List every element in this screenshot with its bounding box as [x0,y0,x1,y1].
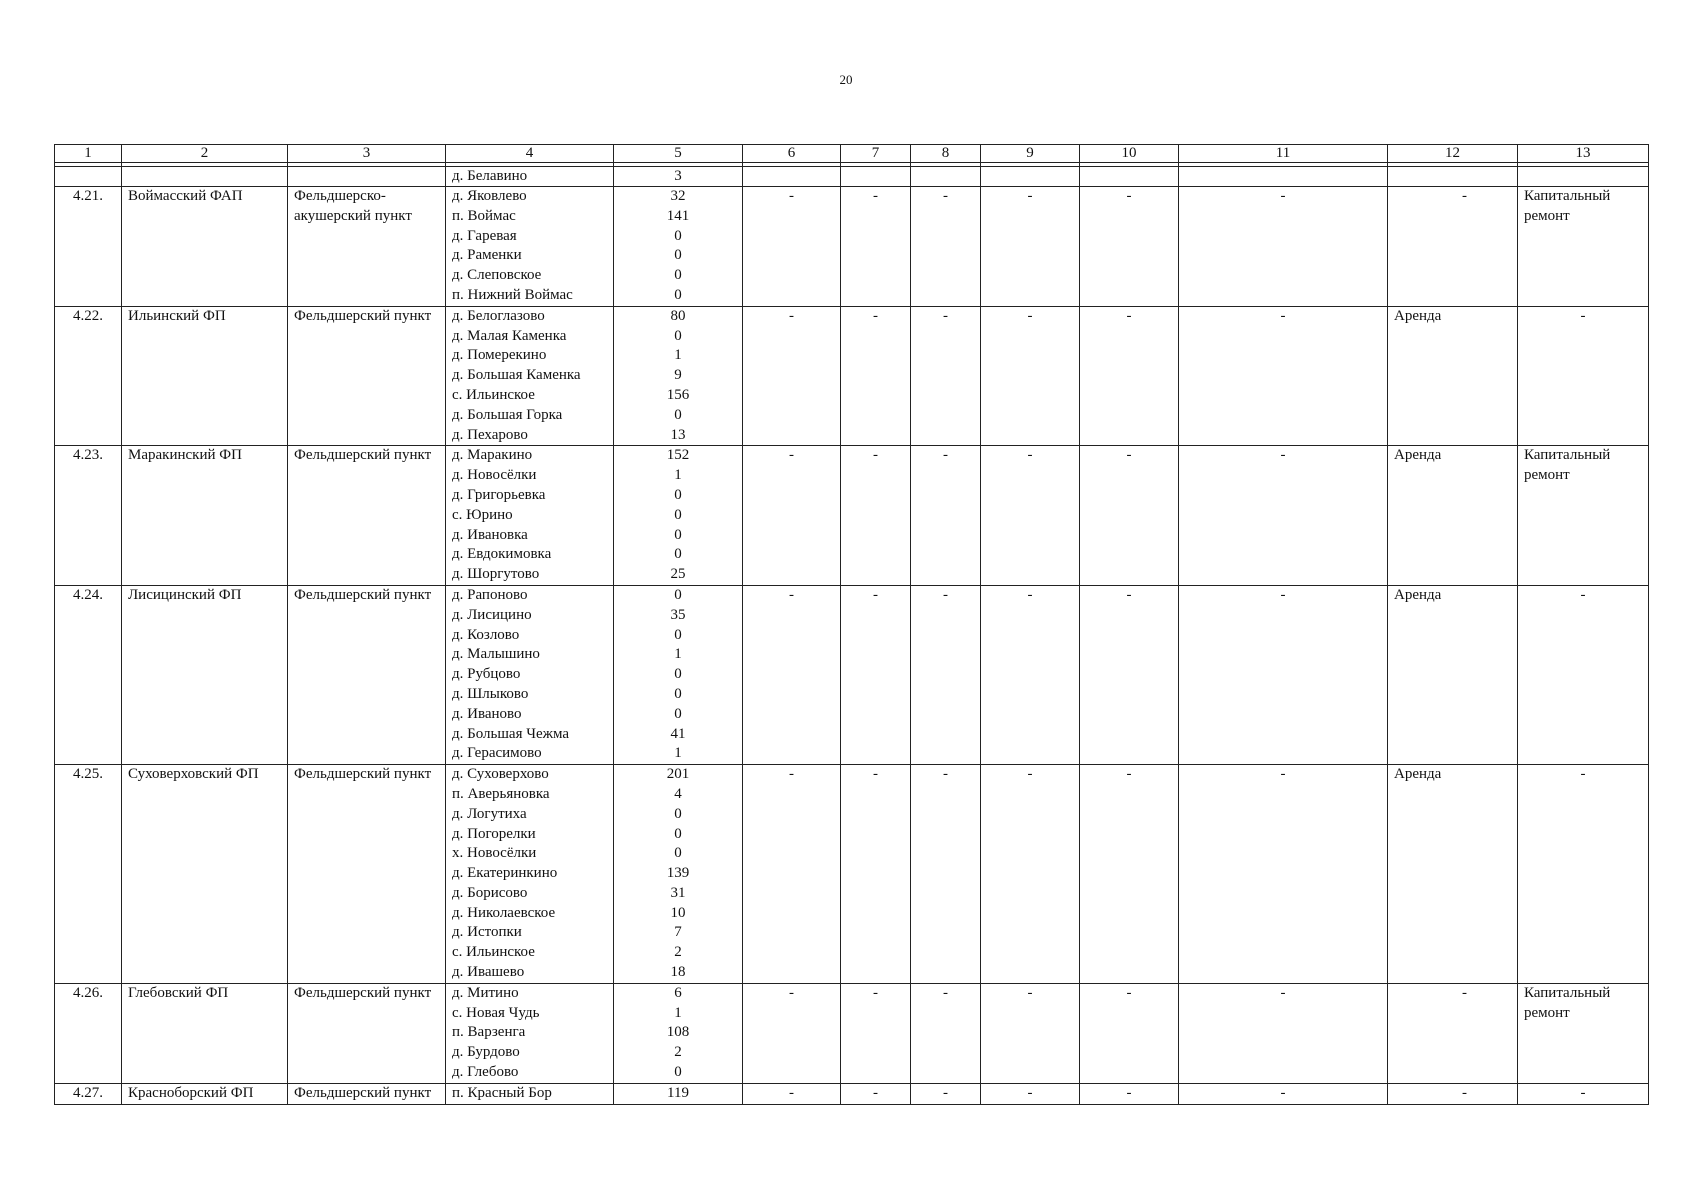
settlement-population: 2 [674,1044,682,1061]
settlement-population: 4 [674,785,682,802]
facility-row [55,765,1649,984]
status-col8: - [911,306,981,446]
settlement-name: д. Малая Каменка [452,327,567,344]
population-list [614,585,743,764]
repair-status: Капитальный ремонт [1518,446,1649,586]
status-col11: - [1179,1083,1388,1104]
repair-status: - [1518,765,1649,984]
column-header: 1 [55,145,122,163]
status-col7: - [841,585,911,764]
status-col9: - [981,983,1080,1083]
status-col6: - [743,187,841,307]
status-col8: - [911,765,981,984]
settlement-name: д. Погорелки [452,825,536,842]
status-col9: - [981,306,1080,446]
status-col9: - [981,585,1080,764]
status-col10: - [1080,765,1179,984]
settlement-name: д. Николаевское [452,904,556,921]
status-col11: - [1179,306,1388,446]
facility-id: 4.25. [55,765,122,984]
facility-name: Суховерховский ФП [122,765,288,984]
settlement-population: 119 [667,1084,689,1101]
status-col10: - [1080,585,1179,764]
facility-type: Фельдшерский пункт [288,1083,446,1104]
settlement-name: д. Герасимово [452,745,542,762]
column-header: 10 [1080,145,1179,163]
settlement-population: 0 [674,247,682,264]
status-col6: - [743,765,841,984]
facility-row [55,446,1649,586]
status-col11: - [1179,585,1388,764]
status-col10: - [1080,983,1179,1083]
settlement-population: 0 [674,626,682,643]
status-col10: - [1080,1083,1179,1104]
status-col7: - [841,187,911,307]
settlement-name: д. Большая Горка [452,406,563,423]
settlement-name: д. Григорьевка [452,486,546,503]
settlement-population: 25 [670,566,686,583]
facility-name: Красноборский ФП [122,1083,288,1104]
settlement-name: д. Большая Каменка [452,367,581,384]
facility-type: Фельдшерский пункт [288,765,446,984]
settlement-population: 108 [666,1024,690,1041]
settlement-population: 1 [674,745,682,762]
ownership-status: Аренда [1388,585,1518,764]
ownership-status: Аренда [1388,306,1518,446]
settlement-list [446,765,614,984]
facility-id: 4.24. [55,585,122,764]
column-header: 12 [1388,145,1518,163]
column-header: 7 [841,145,911,163]
settlement-name: д. Суховерхово [452,766,549,783]
settlement-population: 80 [670,307,686,324]
settlement-population: 0 [674,666,682,683]
settlement-name: д. Ивашево [452,964,525,981]
settlement-name: п. Аверьяновка [452,785,550,802]
settlement-name: с. Новая Чудь [452,1004,540,1021]
settlement-name: д. Пехарово [452,426,528,443]
population-list [614,306,743,446]
settlement-list [446,187,614,307]
repair-status: Капитальный ремонт [1518,187,1649,307]
settlement-list [446,1083,614,1104]
facility-name: Воймасский ФАП [122,187,288,307]
settlement-list [446,446,614,586]
settlement-name: х. Новосёлки [452,845,537,862]
facility-row [55,983,1649,1083]
settlement-population: 35 [670,606,686,623]
settlement-name: д. Бурдово [452,1044,520,1061]
status-col6: - [743,446,841,586]
settlement-population: 1 [674,646,682,663]
ownership-status: Аренда [1388,446,1518,586]
settlement-population: 2 [674,944,682,961]
settlement-name: с. Юрино [452,506,513,523]
settlement-name: д. Екатеринкино [452,865,558,882]
settlement-population: 139 [666,865,690,882]
settlement-population: 7 [674,924,682,941]
settlement-name: д. Рапоново [452,586,528,603]
status-col11: - [1179,187,1388,307]
settlement-name: с. Ильинское [452,386,535,403]
facility-type: Фельдшерский пункт [288,446,446,586]
settlement-population: 6 [674,984,682,1001]
settlement-population: 0 [674,685,682,702]
settlement-name: п. Варзенга [452,1024,526,1041]
facility-row [55,187,1649,307]
status-col10: - [1080,446,1179,586]
status-col8: - [911,1083,981,1104]
status-col6: - [743,585,841,764]
facility-name: Ильинский ФП [122,306,288,446]
settlement-population: 0 [674,406,682,423]
column-header: 13 [1518,145,1649,163]
settlement-population: 156 [666,386,690,403]
settlement-name: д. Маракино [452,447,533,464]
settlement-population: 0 [674,286,682,303]
ownership-status: Аренда [1388,765,1518,984]
facility-id: 4.22. [55,306,122,446]
settlement-population: 41 [670,725,686,742]
ownership-status: - [1388,983,1518,1083]
facility-type: Фельдшерский пункт [288,585,446,764]
settlement-population: 9 [674,367,682,384]
settlement-name: д. Белоглазово [452,307,545,324]
population-list [614,446,743,586]
facility-row [55,306,1649,446]
facility-id: 4.21. [55,187,122,307]
settlement-population: 0 [674,486,682,503]
status-col6: - [743,1083,841,1104]
status-col8: - [911,446,981,586]
facility-type: Фельдшерско-акушерский пункт [288,187,446,307]
settlement-population: 3 [614,167,743,187]
settlement-name: д. Померекино [452,347,547,364]
settlement-name: д. Глебово [452,1064,519,1081]
repair-status: - [1518,1083,1649,1104]
repair-status: Капитальный ремонт [1518,983,1649,1083]
settlement-name: д. Раменки [452,247,522,264]
status-col9: - [981,765,1080,984]
settlement-population: 141 [666,207,690,224]
settlement-name: д. Иваново [452,705,522,722]
status-col6: - [743,306,841,446]
status-col7: - [841,306,911,446]
settlement-population: 1 [674,467,682,484]
settlement-name: д. Логутиха [452,805,527,822]
status-col8: - [911,983,981,1083]
settlement-population: 0 [674,825,682,842]
status-col10: - [1080,187,1179,307]
settlement-population: 0 [674,526,682,543]
population-list [614,983,743,1083]
settlement-population: 0 [674,267,682,284]
population-list [614,187,743,307]
facilities-table [54,144,1649,1105]
status-col7: - [841,446,911,586]
column-header: 11 [1179,145,1388,163]
column-header: 3 [288,145,446,163]
column-header: 9 [981,145,1080,163]
settlement-population: 1 [674,347,682,364]
status-col11: - [1179,446,1388,586]
population-list [614,1083,743,1104]
settlement-population: 0 [674,805,682,822]
settlement-name: д. Борисово [452,884,528,901]
settlement-name: п. Красный Бор [452,1084,552,1101]
settlement-name: д. Яковлево [452,188,527,204]
settlement-population: 152 [666,447,690,464]
settlement-list [446,306,614,446]
settlement-list [446,983,614,1083]
settlement-name: д. Истопки [452,924,522,941]
settlement-population: 0 [674,546,682,563]
facility-row [55,585,1649,764]
ownership-status: - [1388,1083,1518,1104]
status-col11: - [1179,983,1388,1083]
settlement-population: 0 [674,506,682,523]
settlement-population: 0 [674,1064,682,1081]
facility-type: Фельдшерский пункт [288,306,446,446]
settlement-name: д. Козлово [452,626,520,643]
facility-id: 4.27. [55,1083,122,1104]
status-col10: - [1080,306,1179,446]
facility-id: 4.26. [55,983,122,1083]
status-col6: - [743,983,841,1083]
status-col8: - [911,585,981,764]
settlement-name: д. Слеповское [452,267,542,284]
column-header: 6 [743,145,841,163]
population-list [614,765,743,984]
column-header: 5 [614,145,743,163]
column-header: 8 [911,145,981,163]
settlement-name: п. Воймас [452,207,516,224]
ownership-status: - [1388,187,1518,307]
status-col7: - [841,765,911,984]
facility-name: Глебовский ФП [122,983,288,1083]
status-col9: - [981,446,1080,586]
settlement-list [446,585,614,764]
page-number: 20 [839,72,853,87]
facility-name: Маракинский ФП [122,446,288,586]
settlement-name: д. Рубцово [452,666,521,683]
facility-row [55,1083,1649,1104]
continuation-row [55,167,1649,187]
column-header: 4 [446,145,614,163]
settlement-population: 31 [670,884,686,901]
settlement-name: д. Новосёлки [452,467,537,484]
settlement-name: д. Евдокимовка [452,546,552,563]
facility-type: Фельдшерский пункт [288,983,446,1083]
settlement-name: п. Нижний Воймас [452,286,573,303]
settlement-population: 0 [674,845,682,862]
settlement-population: 0 [674,327,682,344]
settlement-population: 0 [674,705,682,722]
header-row [55,145,1649,163]
facility-name: Лисицинский ФП [122,585,288,764]
settlement-population: 32 [670,188,686,204]
settlement-name: д. Белавино [446,167,614,187]
column-header: 2 [122,145,288,163]
status-col7: - [841,1083,911,1104]
settlement-name: д. Шлыково [452,685,529,702]
repair-status: - [1518,306,1649,446]
repair-status: - [1518,585,1649,764]
status-col7: - [841,983,911,1083]
facility-id: 4.23. [55,446,122,586]
settlement-name: д. Малышино [452,646,540,663]
settlement-population: 1 [674,1004,682,1021]
status-col8: - [911,187,981,307]
settlement-population: 0 [674,586,682,603]
settlement-population: 13 [670,426,686,443]
settlement-name: д. Гаревая [452,227,517,244]
settlement-name: с. Ильинское [452,944,535,961]
status-col9: - [981,1083,1080,1104]
settlement-population: 201 [666,766,690,783]
status-col9: - [981,187,1080,307]
settlement-name: д. Лисицино [452,606,532,623]
settlement-name: д. Ивановка [452,526,528,543]
settlement-population: 18 [670,964,686,981]
status-col11: - [1179,765,1388,984]
settlement-name: д. Большая Чежма [452,725,570,742]
settlement-name: д. Митино [452,984,519,1001]
settlement-name: д. Шоргутово [452,566,540,583]
settlement-population: 10 [670,904,686,921]
settlement-population: 0 [674,227,682,244]
